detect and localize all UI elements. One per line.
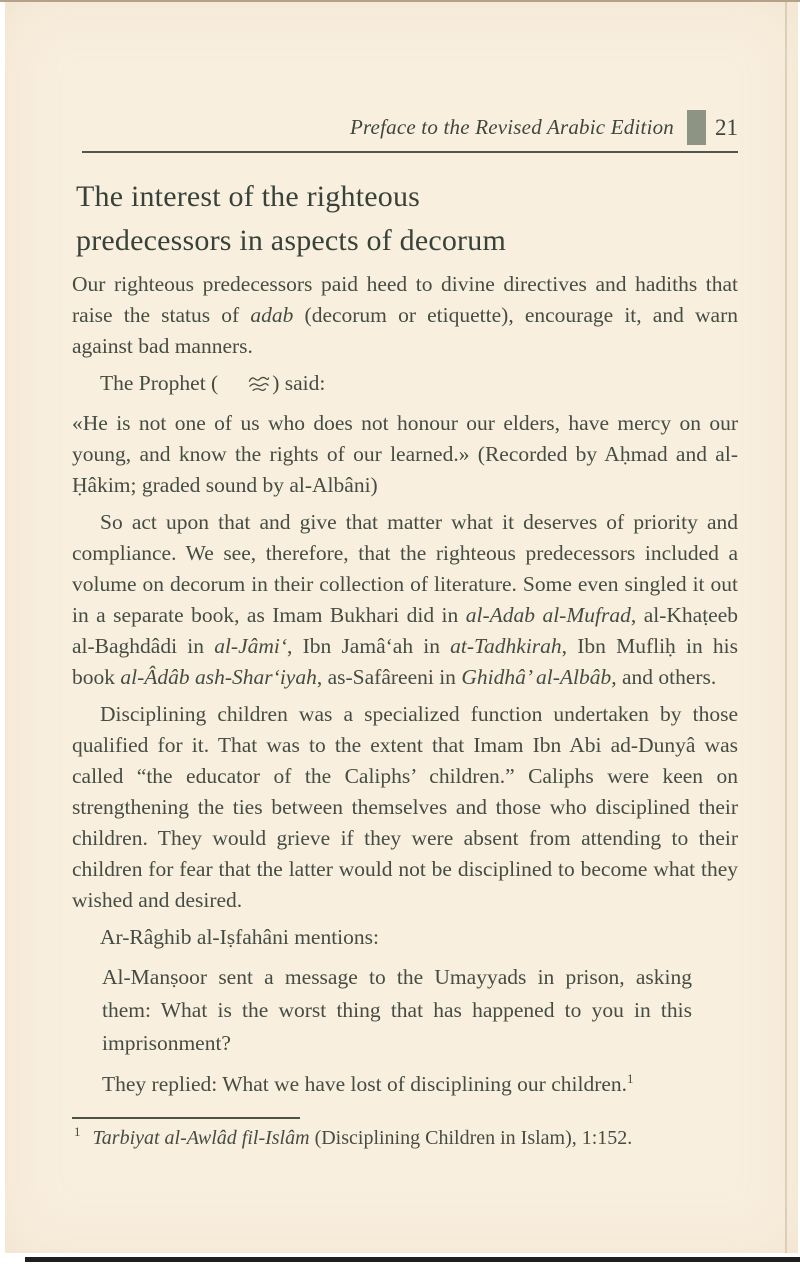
page-crease xyxy=(785,2,787,1253)
running-header xyxy=(72,2,738,145)
page-number: 21 xyxy=(715,114,738,140)
paragraph-act-upon: So act upon that and give that matter what it deserves of priority and compliance. We see, therefore, that the righteous predecessors included a volume on decorum in their collection of literature. Some even singled it out in a separate book, as Imam Bukhari did in al-Adab al-Mufrad, al-Khaṭeeb al-Baghdâdi in al-Jâmiʻ, Ibn Jamâʻah in at-Tadhkirah, Ibn Mufliḥ in his book al-Âdâb ash-Sharʻiyah, as-Safâreeni in Ghidhâ’ al-Albâb, and others. xyxy=(72,510,738,689)
footnote xyxy=(72,1124,738,1150)
scan-bottom-edge xyxy=(25,1257,800,1262)
paragraph-intro: Our righteous predecessors paid heed to divine directives and hadiths that raise the status of adab (decorum or etiquette), encourage it, and warn against bad manners. xyxy=(72,272,738,358)
section-heading-line2: predecessors in aspects of decorum xyxy=(76,224,506,257)
header-rule xyxy=(82,151,738,153)
footnote-marker: 1 xyxy=(74,1124,81,1140)
running-header-title: Preface to the Revised Arabic Edition xyxy=(349,115,674,139)
paragraph-isfahani-mentions: Ar-Râghib al-Iṣfahâni mentions: xyxy=(100,925,379,949)
section-heading-line1: The interest of the righteous xyxy=(76,180,421,213)
page-content xyxy=(72,2,738,1150)
paragraph-prophet-said: The Prophet ( ) said: xyxy=(72,368,738,402)
prophet-salutation-icon xyxy=(219,371,271,402)
paragraph-hadith-quote: «He is not one of us who does not honour our elders, have mercy on our young, and know the rights of our learned.» (Recorded by Aḥmad and al-Ḥâkim; graded sound by al-Albâni) xyxy=(72,411,738,497)
page-number-bar xyxy=(687,110,706,145)
section-heading xyxy=(76,175,738,263)
footnote-rule xyxy=(72,1117,300,1119)
paragraph-disciplining-children: Disciplining children was a specialized function undertaken by those qualified for it. That was to the extent that Imam Ibn Abi ad-Dunyâ was called “the educator of the Caliphs’ children.” Caliphs were keen on strengthening the ties between themselves and those who disciplined their children. They would grieve if they were absent from attending to their children for fear that the latter would not be disciplined to become what they wished and desired. xyxy=(72,702,738,912)
paragraph-quote-reply: They replied: What we have lost of disciplining our children.$^1$ xyxy=(102,1071,634,1096)
book-page xyxy=(5,2,798,1253)
paragraph-quote-mansoor: Al-Manṣoor sent a message to the Umayyads in prison, asking them: What is the worst thing that has happened to you in this imprisonment? xyxy=(102,965,692,1055)
scan-top-edge xyxy=(0,0,800,2)
footnote-text: Tarbiyat al-Awlâd fil-Islâm (Disciplining Children in Islam), 1:152. xyxy=(92,1127,633,1149)
